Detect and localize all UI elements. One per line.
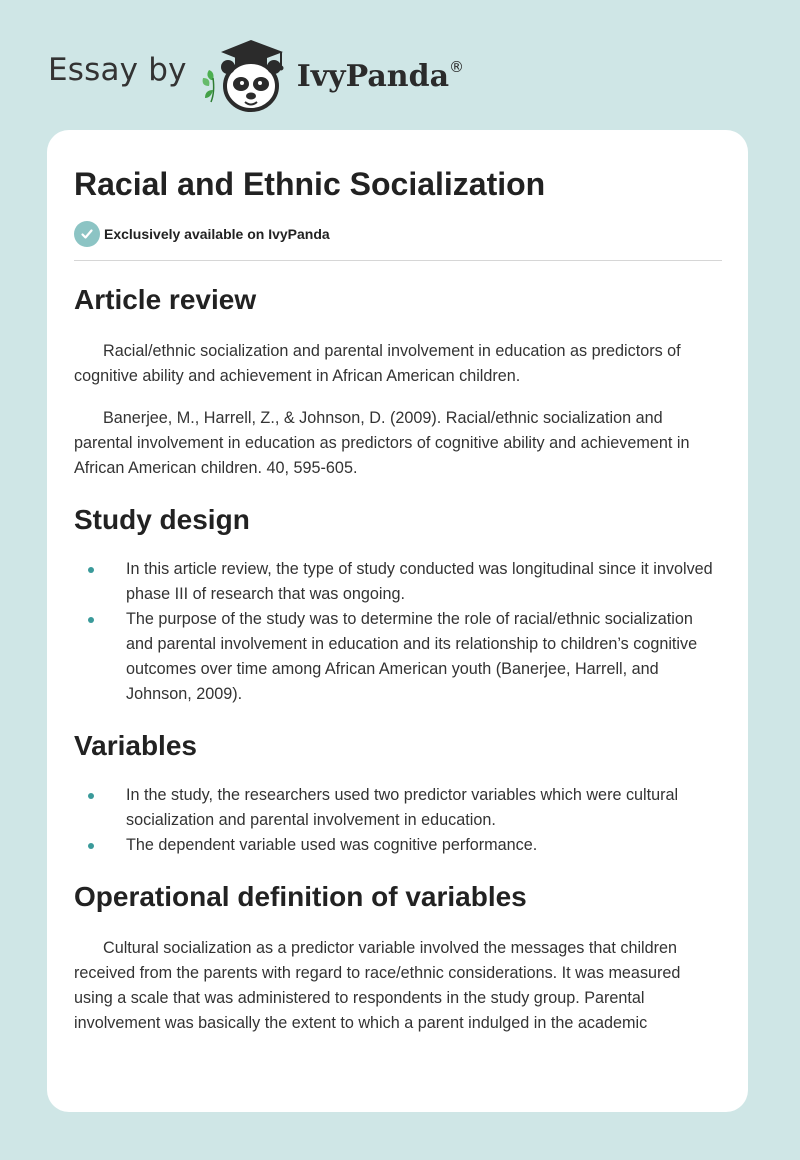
page-title: Racial and Ethnic Socialization — [74, 166, 546, 202]
article-review-paragraph: Racial/ethnic socialization and parental involvement in education as predictors of cognitive ability and achievement in African American children. — [74, 342, 681, 385]
brand-name[interactable]: IvyPanda® — [296, 58, 465, 94]
essay-by-label: Essay by — [48, 52, 187, 88]
checkmark-icon — [74, 221, 100, 247]
list-item: The dependent variable used was cognitive performance. — [74, 833, 722, 858]
panda-graduation-logo-icon[interactable] — [201, 34, 293, 114]
essay-card — [47, 130, 748, 1112]
bullet-icon — [88, 793, 94, 799]
variables-list — [74, 783, 722, 858]
list-item: In this article review, the type of study conducted was longitudinal since it involved phase III of research that was ongoing. — [74, 557, 722, 607]
bullet-icon — [88, 567, 94, 573]
section-heading-operational-definition: Operational definition of variables — [74, 881, 527, 912]
bullet-icon — [88, 617, 94, 623]
section-heading-article-review: Article review — [74, 284, 257, 315]
citation-paragraph: Banerjee, M., Harrell, Z., & Johnson, D. (2009). Racial/ethnic socialization and parental involvement in education as predictors of cognitive ability and achievement in African American children. 40, 595-605. — [74, 409, 690, 477]
site-header — [48, 34, 464, 114]
ivy-leaf-icon — [202, 70, 213, 102]
exclusive-badge — [74, 220, 722, 248]
operational-definition-paragraph: Cultural socialization as a predictor variable involved the messages that children received from the parents with regard to race/ethnic considerations. It was measured using a scale that was administered to respondents in the study group. Parental involvement was basically the extent to which a parent indulged in the academic — [74, 939, 681, 1032]
badge-label: Exclusively available on IvyPanda — [104, 226, 330, 242]
title-divider — [74, 260, 722, 261]
section-heading-variables: Variables — [74, 730, 197, 761]
list-item: In the study, the researchers used two predictor variables which were cultural socialization and parental involvement in education. — [74, 783, 722, 833]
study-design-list — [74, 557, 722, 707]
bullet-icon — [88, 843, 94, 849]
list-item: The purpose of the study was to determine the role of racial/ethnic socialization and parental involvement in education and its relationship to children’s cognitive outcomes over time among African American youth (Banerjee, Harrell, and Johnson, 2009). — [74, 607, 722, 707]
section-heading-study-design: Study design — [74, 504, 250, 535]
registered-mark: ® — [449, 58, 465, 76]
